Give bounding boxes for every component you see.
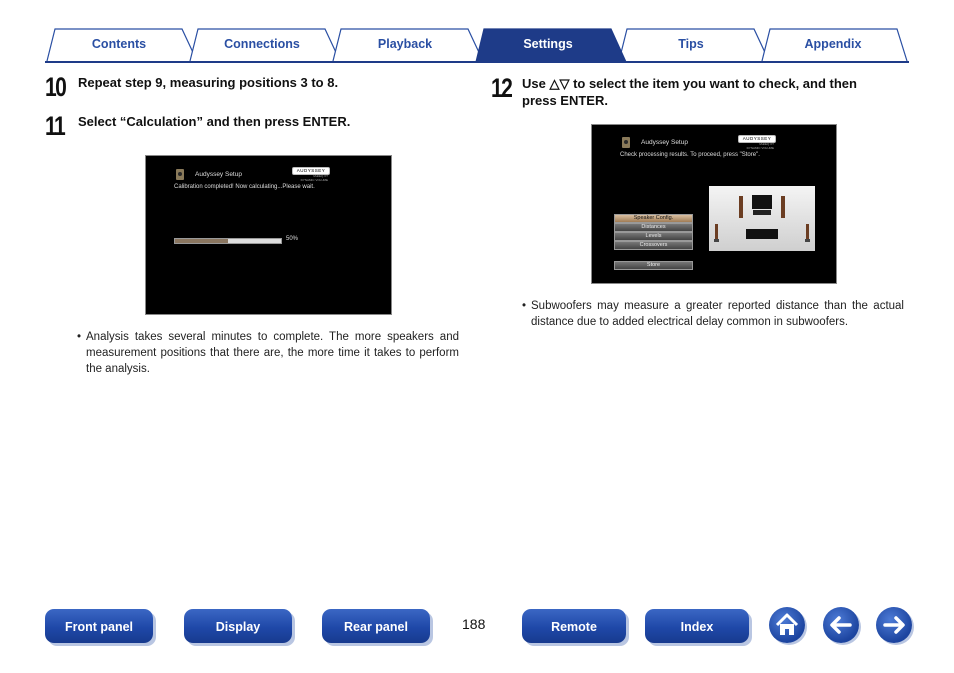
step-10-text: Repeat step 9, measuring positions 3 to 8. <box>78 75 339 90</box>
rear-panel-button[interactable]: Rear panel <box>322 609 430 643</box>
progress-fill <box>175 239 228 243</box>
display-button[interactable]: Display <box>184 609 292 643</box>
progress-percent: 50% <box>286 236 299 242</box>
speaker-layout-image <box>709 186 815 251</box>
menu-distances[interactable]: Distances <box>614 223 693 232</box>
step-12-number: 12 <box>491 73 512 103</box>
status-message: Calibration completed! Now calculating...Please wait. <box>174 184 315 190</box>
tab-connections[interactable]: Connections <box>224 37 300 51</box>
step-10-number: 10 <box>45 72 66 102</box>
tab-playback[interactable]: Playback <box>377 37 433 51</box>
screen-title: Audyssey Setup <box>195 171 242 178</box>
calculation-screen <box>145 155 392 315</box>
bullet: • <box>77 331 82 343</box>
tab-settings[interactable]: Settings <box>523 37 573 51</box>
progress-bar <box>174 238 282 244</box>
note-subwoofer-text: Subwoofers may measure a greater reported distance than the actual distance due to added electrical delay common in subwoofers. <box>531 300 904 328</box>
arrow-left-icon <box>823 607 859 643</box>
logo-subtext-2: DYNAMIC VOLUME <box>300 178 328 182</box>
status-message: Check processing results. To proceed, press "Store". <box>620 152 760 158</box>
step-11-number: 11 <box>45 111 65 141</box>
tab-appendix[interactable]: Appendix <box>804 37 862 51</box>
front-panel-button[interactable]: Front panel <box>45 609 153 643</box>
arrow-right-icon <box>876 607 912 643</box>
forward-button[interactable] <box>876 607 912 643</box>
speaker-icon <box>176 169 184 180</box>
step-11-text: Select “Calculation” and then press ENTER. <box>78 114 351 129</box>
tab-bar <box>45 27 909 63</box>
logo-subtext-2: DYNAMIC VOLUME <box>746 146 774 150</box>
home-button[interactable] <box>769 607 805 643</box>
remote-button[interactable]: Remote <box>522 609 626 643</box>
audyssey-logo: AUDYSSEY <box>738 135 776 143</box>
speaker-layout-graphic <box>709 186 815 251</box>
menu-speaker-config[interactable]: Speaker Config. <box>614 214 693 223</box>
header-divider <box>45 61 909 63</box>
note-analysis-text: Analysis takes several minutes to complete. The more speakers and measurement positions that there are, the more time it takes to perform the analysis. <box>86 331 459 375</box>
bullet: • <box>522 300 527 312</box>
menu-crossovers[interactable]: Crossovers <box>614 241 693 250</box>
note-analysis <box>77 329 459 377</box>
screen-title: Audyssey Setup <box>641 139 688 146</box>
page-number: 188 <box>462 616 486 632</box>
step-12-line-1: Use △▽ to select the item you want to check, and then <box>522 76 857 91</box>
speaker-icon <box>622 137 630 148</box>
logo-subtext-1: MultEQ XT <box>759 142 774 146</box>
back-button[interactable] <box>823 607 859 643</box>
tab-tips[interactable]: Tips <box>678 37 704 51</box>
tab-contents[interactable]: Contents <box>91 37 147 51</box>
results-screen <box>591 124 837 284</box>
note-subwoofer <box>522 298 904 330</box>
home-icon <box>769 607 805 643</box>
step-12-line-2: press ENTER. <box>522 93 608 108</box>
audyssey-logo: AUDYSSEY <box>292 167 330 175</box>
index-button[interactable]: Index <box>645 609 749 643</box>
logo-subtext-1: MultEQ XT <box>313 174 328 178</box>
menu-store[interactable]: Store <box>614 261 693 270</box>
step-12-text <box>522 75 907 109</box>
menu-levels[interactable]: Levels <box>614 232 693 241</box>
